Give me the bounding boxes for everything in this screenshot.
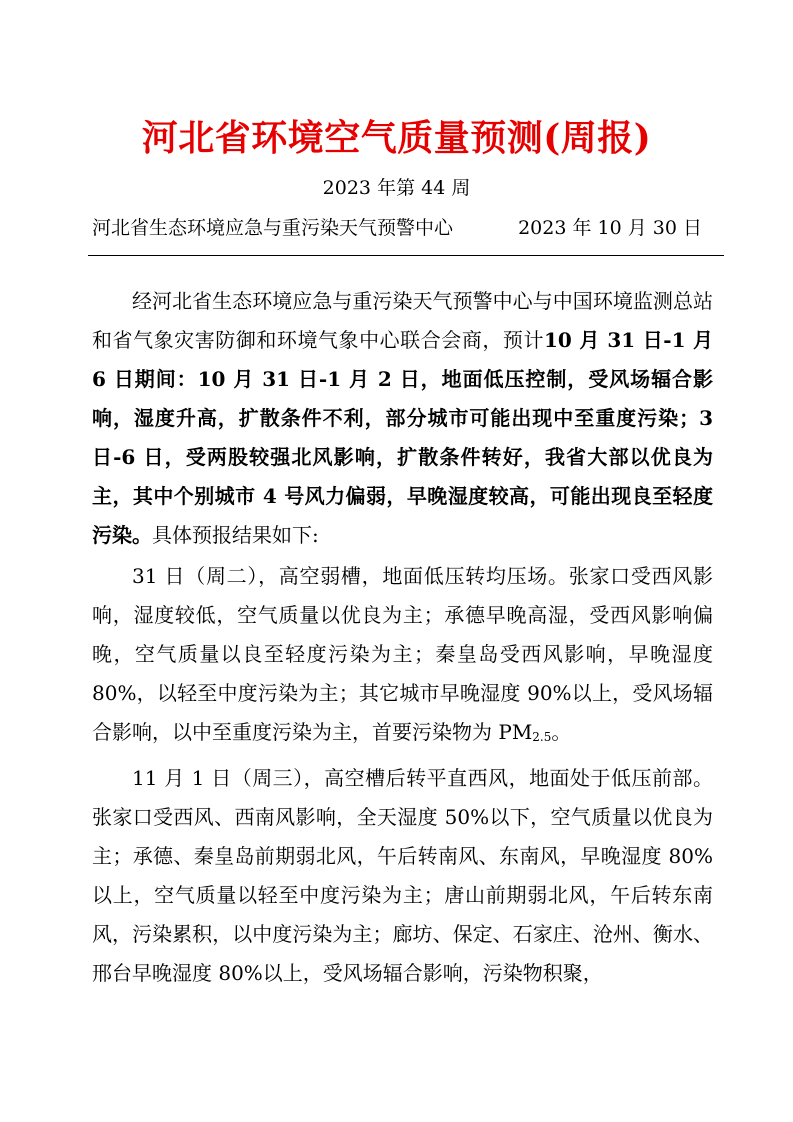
summary-highlight: 10 月 31 日-1 月 6 日期间：10 月 31 日-1 月 2 日，地面低压控制，受风场辐合影响，湿度升高，扩散条件不利，部分城市可能出现中至重度污染；3 日-6 日，受两股较强北风影响，扩散条件转好，我省大部以优良为主，其中个别城市 4 号风力偏弱，早晚湿度较高，可能出现良至轻度污染。 xyxy=(92,328,714,547)
pm-subscript: 2.5 xyxy=(532,730,552,744)
issue-number: 2023 年第 44 周 xyxy=(322,177,471,199)
issuer-line xyxy=(92,214,702,242)
summary-lead: 经河北省生态环境应急与重污染天气预警中心与中国环境监测总站和省气象灾害防御和环境气象中心联合会商，预计 xyxy=(92,289,713,352)
issue-date: 2023 年 10 月 30 日 xyxy=(518,217,702,239)
report-title: 河北省环境空气质量预测(周报) xyxy=(141,117,652,159)
forecast-oct31-end: 。 xyxy=(551,720,572,744)
report-body xyxy=(92,282,713,993)
summary-paragraph xyxy=(92,282,713,555)
header-divider xyxy=(88,255,724,256)
forecast-paragraph-nov1: 11 月 1 日（周三），高空槽后转平直西风，地面处于低压前部。张家口受西风、西南风影响，全天湿度 50%以下，空气质量以优良为主；承德、秦皇岛前期弱北风，午后转南风、东南风，早晚湿度 80%以上，空气质量以轻至中度污染为主；唐山前期弱北风，午后转东南风，污染累积，以中度污染为主；廊坊、保定、石家庄、沧州、衡水、邢台早晚湿度 80%以上，受风场辐合影响，污染物积聚， xyxy=(92,766,713,985)
forecast-oct31-text: 31 日（周二），高空弱槽，地面低压转均压场。张家口受西风影响，湿度较低，空气质量以优良为主；承德早晚高湿，受西风影响偏晚，空气质量以良至轻度污染为主；秦皇岛受西风影响，早晚湿度 80%，以轻至中度污染为主；其它城市早晚湿度 90%以上，受风场辐合影响，以中至重度污染为主，首要污染物为 PM xyxy=(92,564,713,744)
forecast-paragraph-oct31 xyxy=(92,557,713,757)
summary-tail: 具体预报结果如下: xyxy=(152,523,319,547)
issuer-name: 河北省生态环境应急与重污染天气预警中心 xyxy=(92,217,454,239)
